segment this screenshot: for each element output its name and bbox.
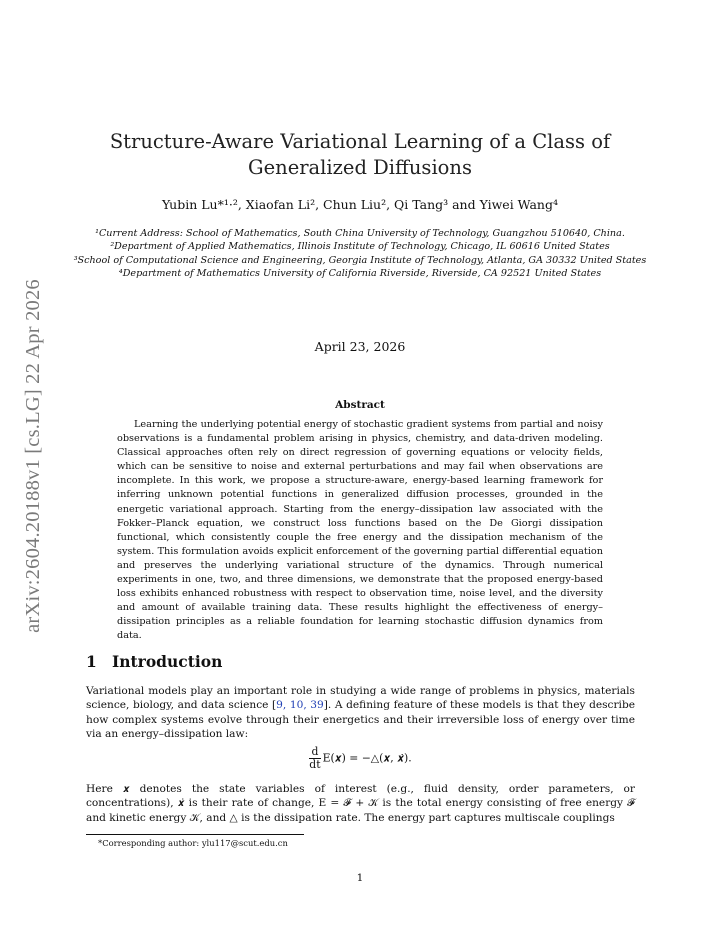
energy-dissipation-equation [86,746,635,771]
abstract-heading: Abstract [335,399,385,411]
intro-text-a: Variational models play an important role in studying a wide range of problems in physics, materials science, biology, and data science [ [86,685,635,712]
equation-rhs: E(𝒙) = −△(𝒙, 𝒙̇). [322,751,412,765]
fraction-denominator: dt [309,758,321,771]
affiliation-2: ²Department of Applied Mathematics, Illinois Institute of Technology, Chicago, IL 60616 United States [110,241,610,253]
fraction-numerator: d [309,746,320,759]
intro-paragraph-1 [86,684,635,741]
footnote: *Corresponding author: ylu117@scut.edu.cn [98,838,288,848]
intro-paragraph-2 [86,782,635,825]
affiliation-1: ¹Current Address: School of Mathematics, South China University of Technology, Guangzhou 510640, China. [95,228,625,239]
paper-date: April 23, 2026 [314,339,406,354]
abstract-text: Learning the underlying potential energy of stochastic gradient systems from partial and noisy observations is a fundamental problem arising in physics, chemistry, and data-driven modeling. Classical approaches often rely on direct regression of governing equations or velocity fields, which can be sensitive to noise and external perturbations and may fail when observations are incomplete. In this work, we propose a structure-aware, energy-based learning framework for inferring unknown potential functions in generalized diffusion processes, grounded in the energetic variational approach. Starting from the energy–dissipation law associated with the Fokker–Planck equation, we construct loss functions based on the De Giorgi dissipation functional, which consistently couple the free energy and the dissipation mechanism of the system. This formulation avoids explicit enforcement of the governing partial differential equation and preserves the underlying variational structure of the dynamics. Through numerical experiments in one, two, and three dimensions, we demonstrate that the proposed energy-based loss exhibits enhanced robustness with respect to observation time, noise level, and the diversity and amount of available training data. These results highlight the effectiveness of energy–dissipation principles as a reliable foundation for learning stochastic diffusion dynamics from data. [117,419,603,642]
affiliation-4: ⁴Department of Mathematics University of California Riverside, Riverside, CA 92521 United States [118,268,602,280]
page-number: 1 [356,872,364,884]
section-title: Introduction [112,652,223,671]
footnote-rule [86,834,304,835]
derivative-fraction [309,746,320,771]
paper-title: Structure-Aware Variational Learning of a Class of Generalized Diffusions [109,130,611,179]
section-heading [86,652,222,671]
author-list: Yubin Lu*¹·², Xiaofan Li², Chun Liu², Qi Tang³ and Yiwei Wang⁴ [162,197,558,212]
affiliation-list [70,227,650,281]
abstract-body [117,418,603,644]
citation-link[interactable]: 9, 10, 39 [276,699,324,712]
intro-text-c: Here 𝒙 denotes the state variables of interest (e.g., fluid density, order parameters, or concentrations), 𝒙̇ is their rate of change, E = 𝓕 + 𝒦 is the total energy consisting of free energy 𝓕 and kinetic energy 𝒦, and △ is the dissipation rate. The energy part captures multiscale couplings [86,783,635,824]
section-number: 1 [86,652,97,671]
affiliation-3: ³School of Computational Science and Engineering, Georgia Institute of Technology, Atlanta, GA 30332 United States [73,254,647,266]
arxiv-identifier: arXiv:2604.20188v1 [cs.LG] 22 Apr 2026 [22,279,44,633]
intro-text-b: ]. A defining feature of these models is that they describe how complex systems evolve through their energetics and their irreversible loss of energy over time via an energy–dissipation law: [86,699,635,740]
